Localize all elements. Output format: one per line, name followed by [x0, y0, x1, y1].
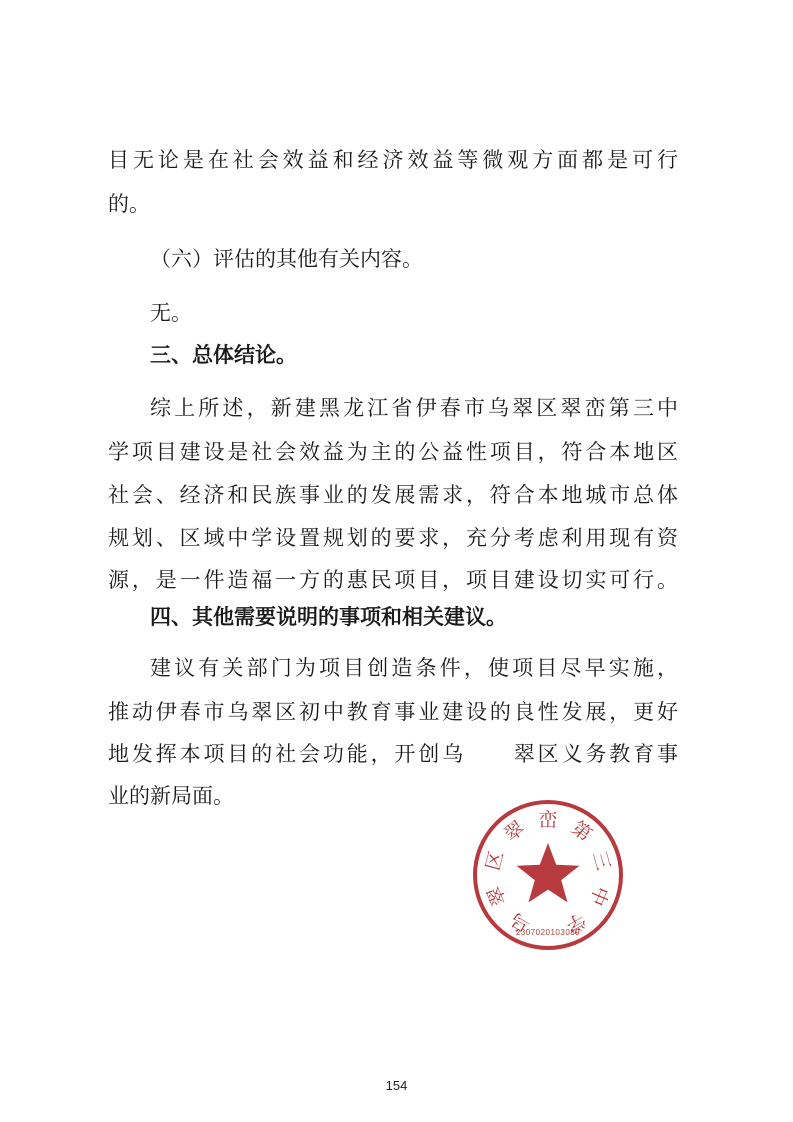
seal-character: 翠	[483, 883, 512, 909]
seal-character: 翠	[500, 816, 529, 846]
body-text-line: 的。	[108, 192, 150, 216]
body-text-line: 规划、区域中学设置规划的要求，充分考虑利用现有资	[108, 526, 678, 550]
body-text-line: 地发挥本项目的社会功能，开创乌 翠区义务教育事	[108, 742, 678, 766]
body-text-line: 社会、经济和民族事业的发展需求，符合本地城市总体	[108, 483, 678, 507]
seal-character: 乌	[506, 908, 535, 937]
body-text-line: 推动伊春市乌翠区初中教育事业建设的良性发展，更好	[108, 700, 678, 724]
seal-character: 中	[584, 883, 613, 909]
star-icon	[517, 843, 580, 902]
body-text-line: 综上所述，新建黑龙江省伊春市乌翠区翠峦第三中	[150, 396, 678, 420]
body-text-line: 建议有关部门为项目创造条件，使项目尽早实施，	[150, 656, 678, 680]
body-text-line: 学项目建设是社会效益为主的公益性项目，符合本地区	[108, 440, 678, 464]
section-heading: 三、总体结论。	[150, 343, 297, 367]
body-text-line: 无。	[150, 301, 192, 325]
body-text-line: 目无论是在社会效益和经济效益等微观方面都是可行	[108, 148, 678, 172]
seal-character: 第	[567, 816, 596, 846]
seal-character: 三	[588, 848, 615, 873]
page-number: 154	[385, 1078, 408, 1093]
body-text-line: 业的新局面。	[108, 784, 234, 808]
seal-character: 区	[481, 848, 508, 873]
body-text-line: 源，是一件造福一方的惠民项目，项目建设切实可行。	[108, 568, 678, 592]
seal-character: 峦	[538, 809, 558, 831]
seal-number: 2307020103089	[515, 928, 581, 937]
subsection-heading: （六）评估的其他有关内容。	[150, 247, 423, 271]
seal-character: 学	[561, 908, 590, 937]
section-heading: 四、其他需要说明的事项和相关建议。	[150, 605, 507, 629]
official-seal	[470, 797, 626, 953]
